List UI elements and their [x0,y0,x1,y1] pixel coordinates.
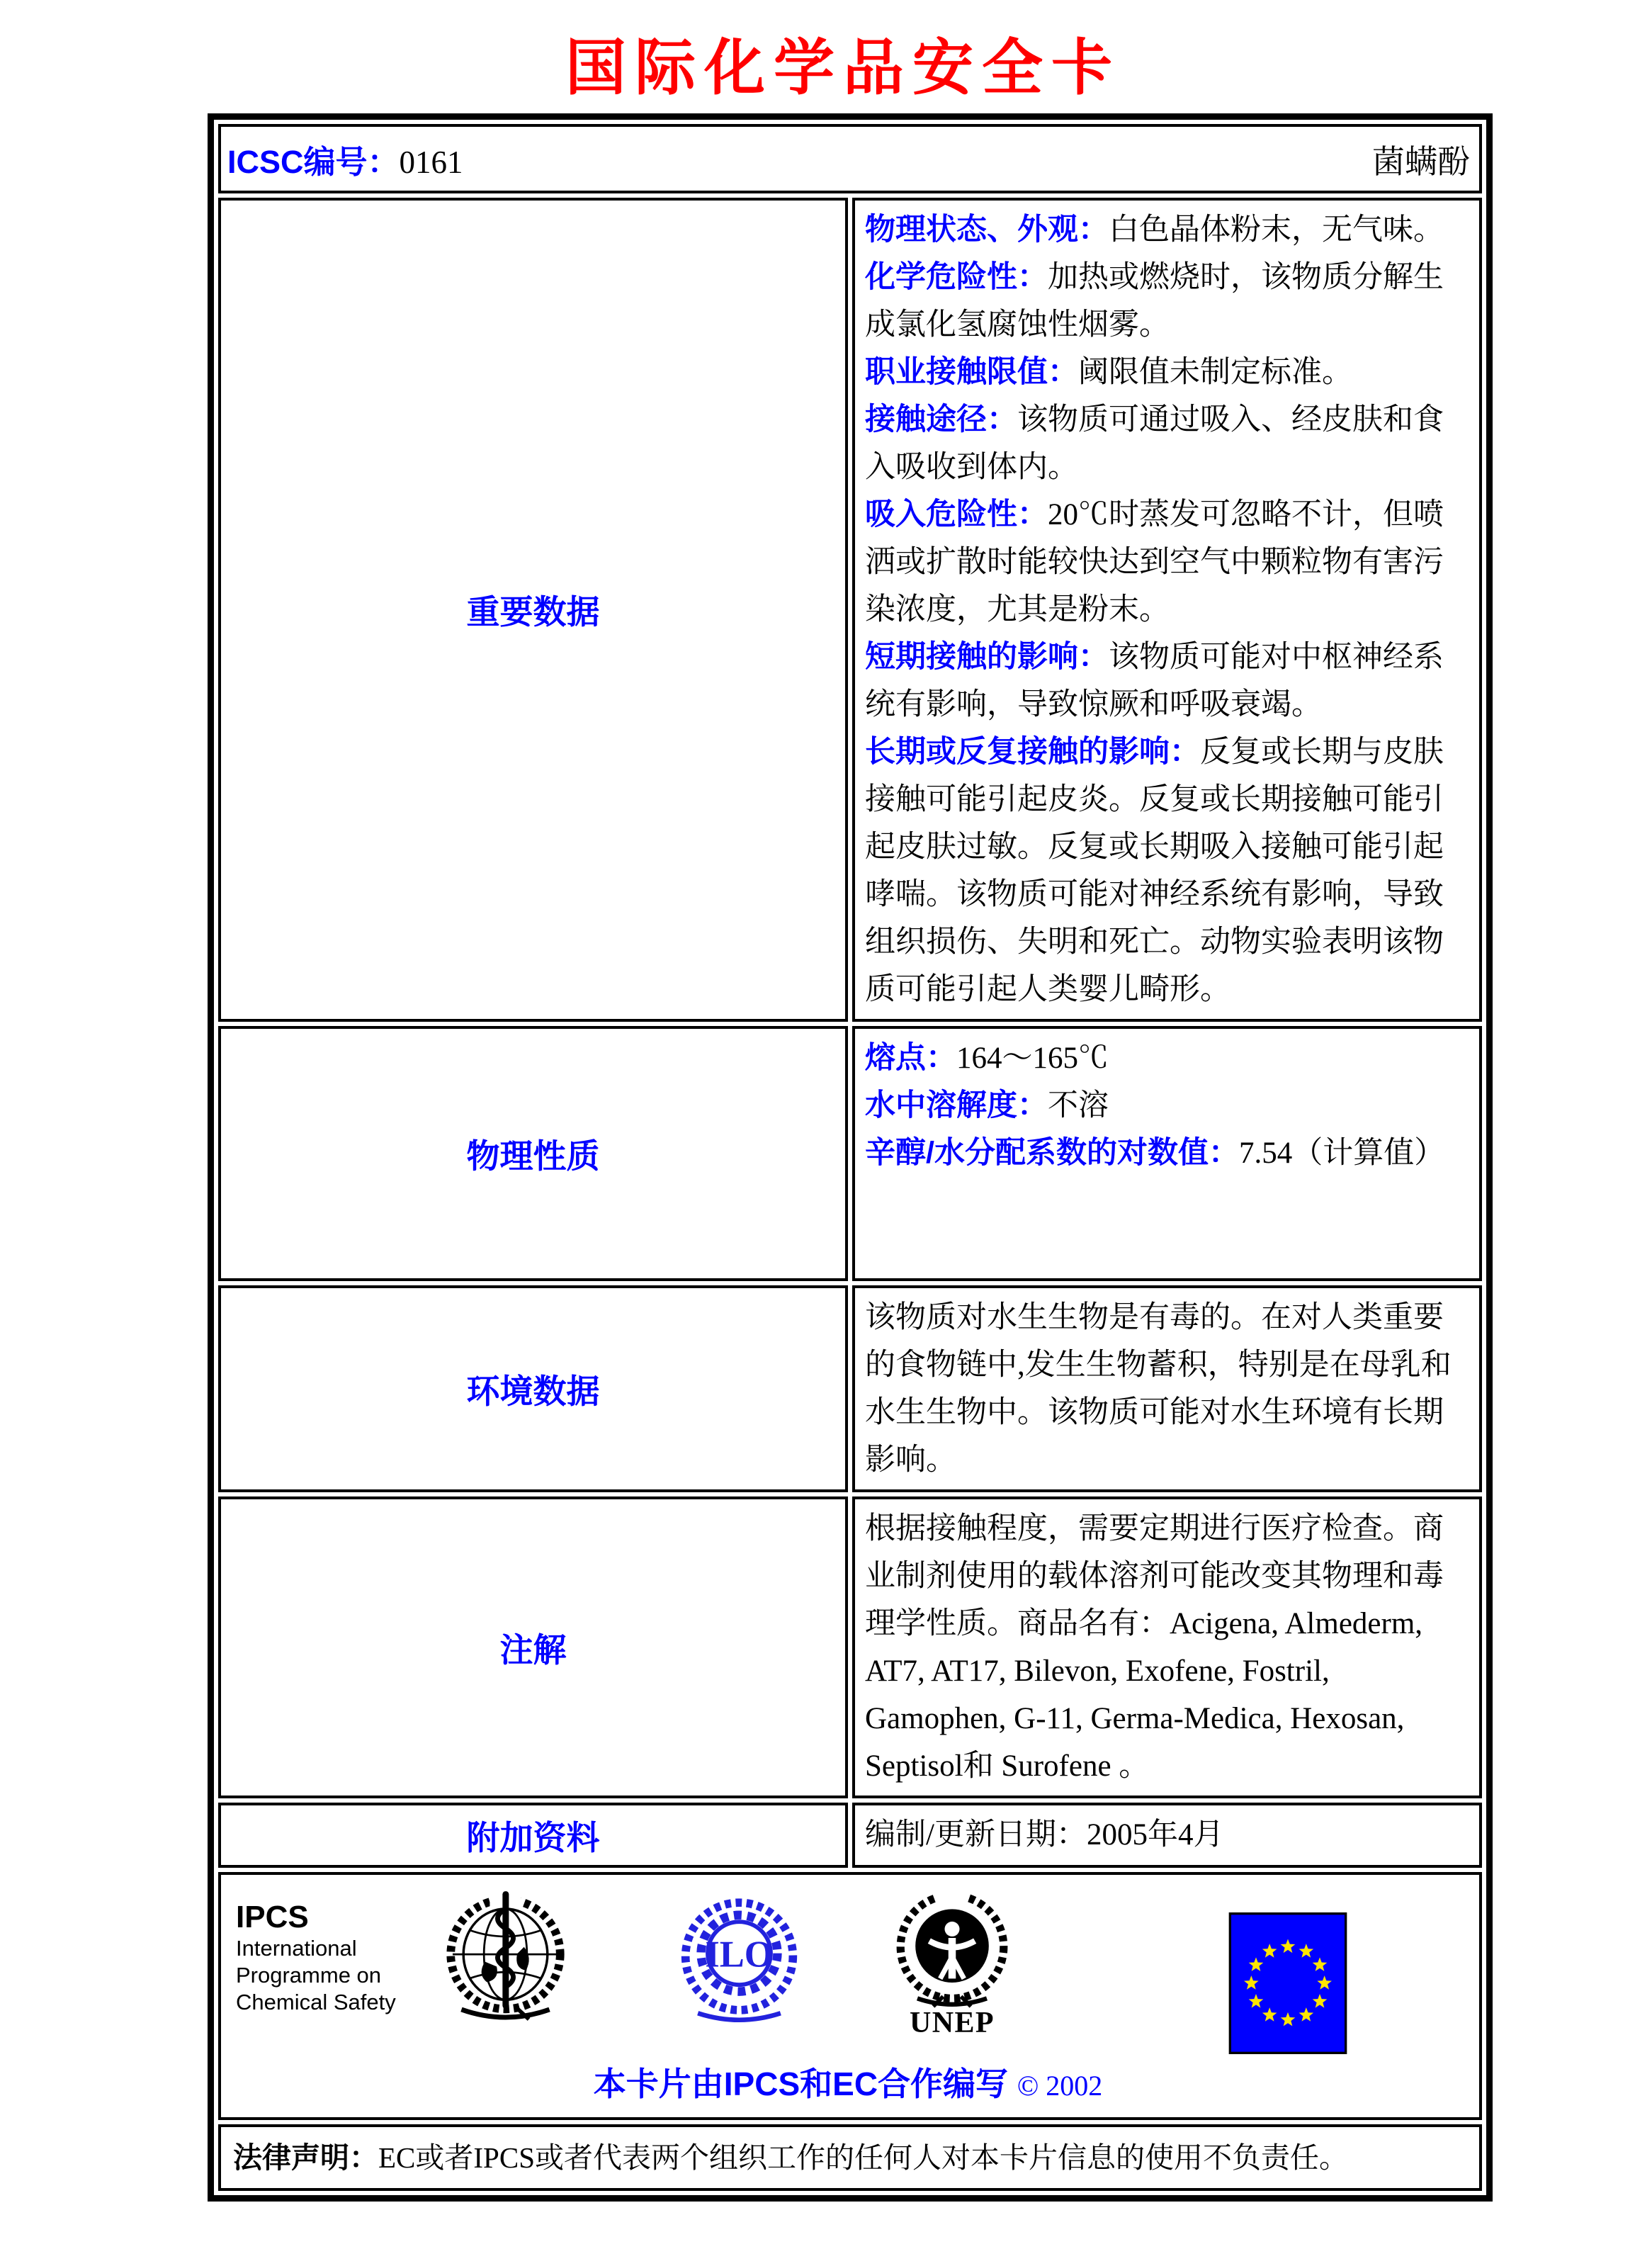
unep-logo-icon [885,1888,1019,2037]
entry-inhalation-risk [865,491,1465,633]
field-exposure-limit: 职业接触限值： [865,355,1078,389]
field-update-date: 编制/更新日期： [865,1818,1087,1851]
ipcs-line-3: Chemical Safety [236,1990,396,2014]
logos-row [218,1872,1482,2120]
eu-flag-icon [1228,1912,1347,2054]
legal-text: EC或者IPCS或者代表两个组织工作的任何人对本卡片信息的使用不负责任。 [378,2141,1348,2174]
text-update-date: 2005年4月 [1086,1818,1224,1851]
field-chemical-danger: 化学危险性： [865,260,1048,294]
entry-update-date [865,1811,1465,1859]
ilo-letters: ILO [705,1934,774,1975]
entry-chemical-danger [865,254,1465,349]
section-content-additional-info [852,1803,1482,1868]
icsc-number-value: 0161 [399,145,463,180]
cooperation-caption [236,2058,1460,2105]
section-label-important-data: 重要数据 [218,198,848,1022]
text-melting-point: 164～165℃ [956,1042,1109,1075]
text-physical-state: 白色晶体粉末，无气味。 [1109,213,1444,247]
section-label-environmental-data: 环境数据 [218,1285,848,1492]
section-label-notes: 注解 [218,1496,848,1798]
field-melting-point: 熔点： [865,1041,956,1075]
entry-log-pow [865,1129,1465,1177]
ipcs-line-2: Programme on [236,1963,382,1988]
entry-exposure-route [865,396,1465,491]
icsc-number-label: ICSC编号： [227,144,400,180]
text-notes: 根据接触程度，需要定期进行医疗检查。商业制剂使用的载体溶剂可能改变其物理和毒理学性质。商品名有：Acigena, Almederm, AT7, AT17, Bilevon, Exofene, Fostril, Gamophen, G-11, Germa-Medica, Hexosan, Septisol和 Surofene 。 [865,1512,1444,1783]
field-inhalation-risk: 吸入危险性： [865,497,1048,531]
text-chemical-danger: 加热或燃烧时，该物质分解生成氯化氢腐蚀性烟雾。 [865,261,1444,342]
text-short-term-effects: 该物质可能对中枢神经系统有影响，导致惊厥和呼吸衰竭。 [865,641,1444,721]
section-content-notes [852,1496,1482,1798]
text-environmental-data: 该物质对水生生物是有毒的。在对人类重要的食物链中,发生生物蓄积，特别是在母乳和水生生物中。该物质可能对水生环境有长期影响。 [865,1301,1452,1477]
caption-text: 本卡片由IPCS和EC合作编写 [593,2065,1009,2102]
field-long-term-effects: 长期或反复接触的影响： [865,735,1200,769]
page-title: 国际化学品安全卡 [565,34,1121,102]
legal-row [218,2124,1482,2191]
copyright-text: © 2002 [1017,2070,1103,2102]
ipcs-line-1: International [236,1936,357,1961]
text-water-solubility: 不溶 [1048,1089,1109,1122]
entry-short-term-effects [865,633,1465,728]
entry-long-term-effects [865,728,1465,1013]
field-exposure-route: 接触途径： [865,402,1017,436]
icsc-card [208,113,1493,2202]
who-logo-icon [440,1888,571,2030]
section-content-environmental-data [852,1285,1482,1492]
section-label-additional-info: 附加资料 [218,1803,848,1868]
section-content-physical-properties [852,1026,1482,1281]
card-table [214,120,1486,2195]
header-row [218,124,1482,193]
field-water-solubility: 水中溶解度： [865,1088,1048,1122]
chemical-name: 菌螨酚 [1372,144,1470,180]
ilo-logo-icon [677,1888,801,2027]
entry-exposure-limit [865,349,1465,396]
legal-label: 法律声明： [233,2141,378,2174]
entry-melting-point [865,1035,1465,1082]
text-exposure-limit: 阈限值未制定标准。 [1078,356,1352,389]
text-inhalation-risk: 20℃时蒸发可忽略不计，但喷洒或扩散时能较快达到空气中颗粒物有害污染浓度，尤其是粉末。 [865,498,1444,626]
text-log-pow: 7.54（计算值） [1238,1137,1445,1170]
text-exposure-route: 该物质可通过吸入、经皮肤和食入吸收到体内。 [865,403,1444,484]
ipcs-text-block [236,1900,396,2016]
unep-letters: UNEP [909,2007,995,2037]
field-physical-state: 物理状态、外观： [865,213,1109,247]
ipcs-abbr: IPCS [236,1900,309,1934]
section-label-physical-properties: 物理性质 [218,1026,848,1281]
entry-water-solubility [865,1082,1465,1129]
entry-physical-state [865,206,1465,254]
field-short-term-effects: 短期接触的影响： [865,640,1109,674]
section-content-important-data [852,198,1482,1022]
field-log-pow: 辛醇/水分配系数的对数值： [865,1136,1239,1170]
icsc-number-group [227,136,463,182]
text-long-term-effects: 反复或长期与皮肤接触可能引起皮炎。反复或长期接触可能引起皮肤过敏。反复或长期吸入接触可能引起哮喘。该物质可能对神经系统有影响，导致组织损伤、失明和死亡。动物实验表明该物质可能引起人类婴儿畸形。 [865,735,1444,1006]
